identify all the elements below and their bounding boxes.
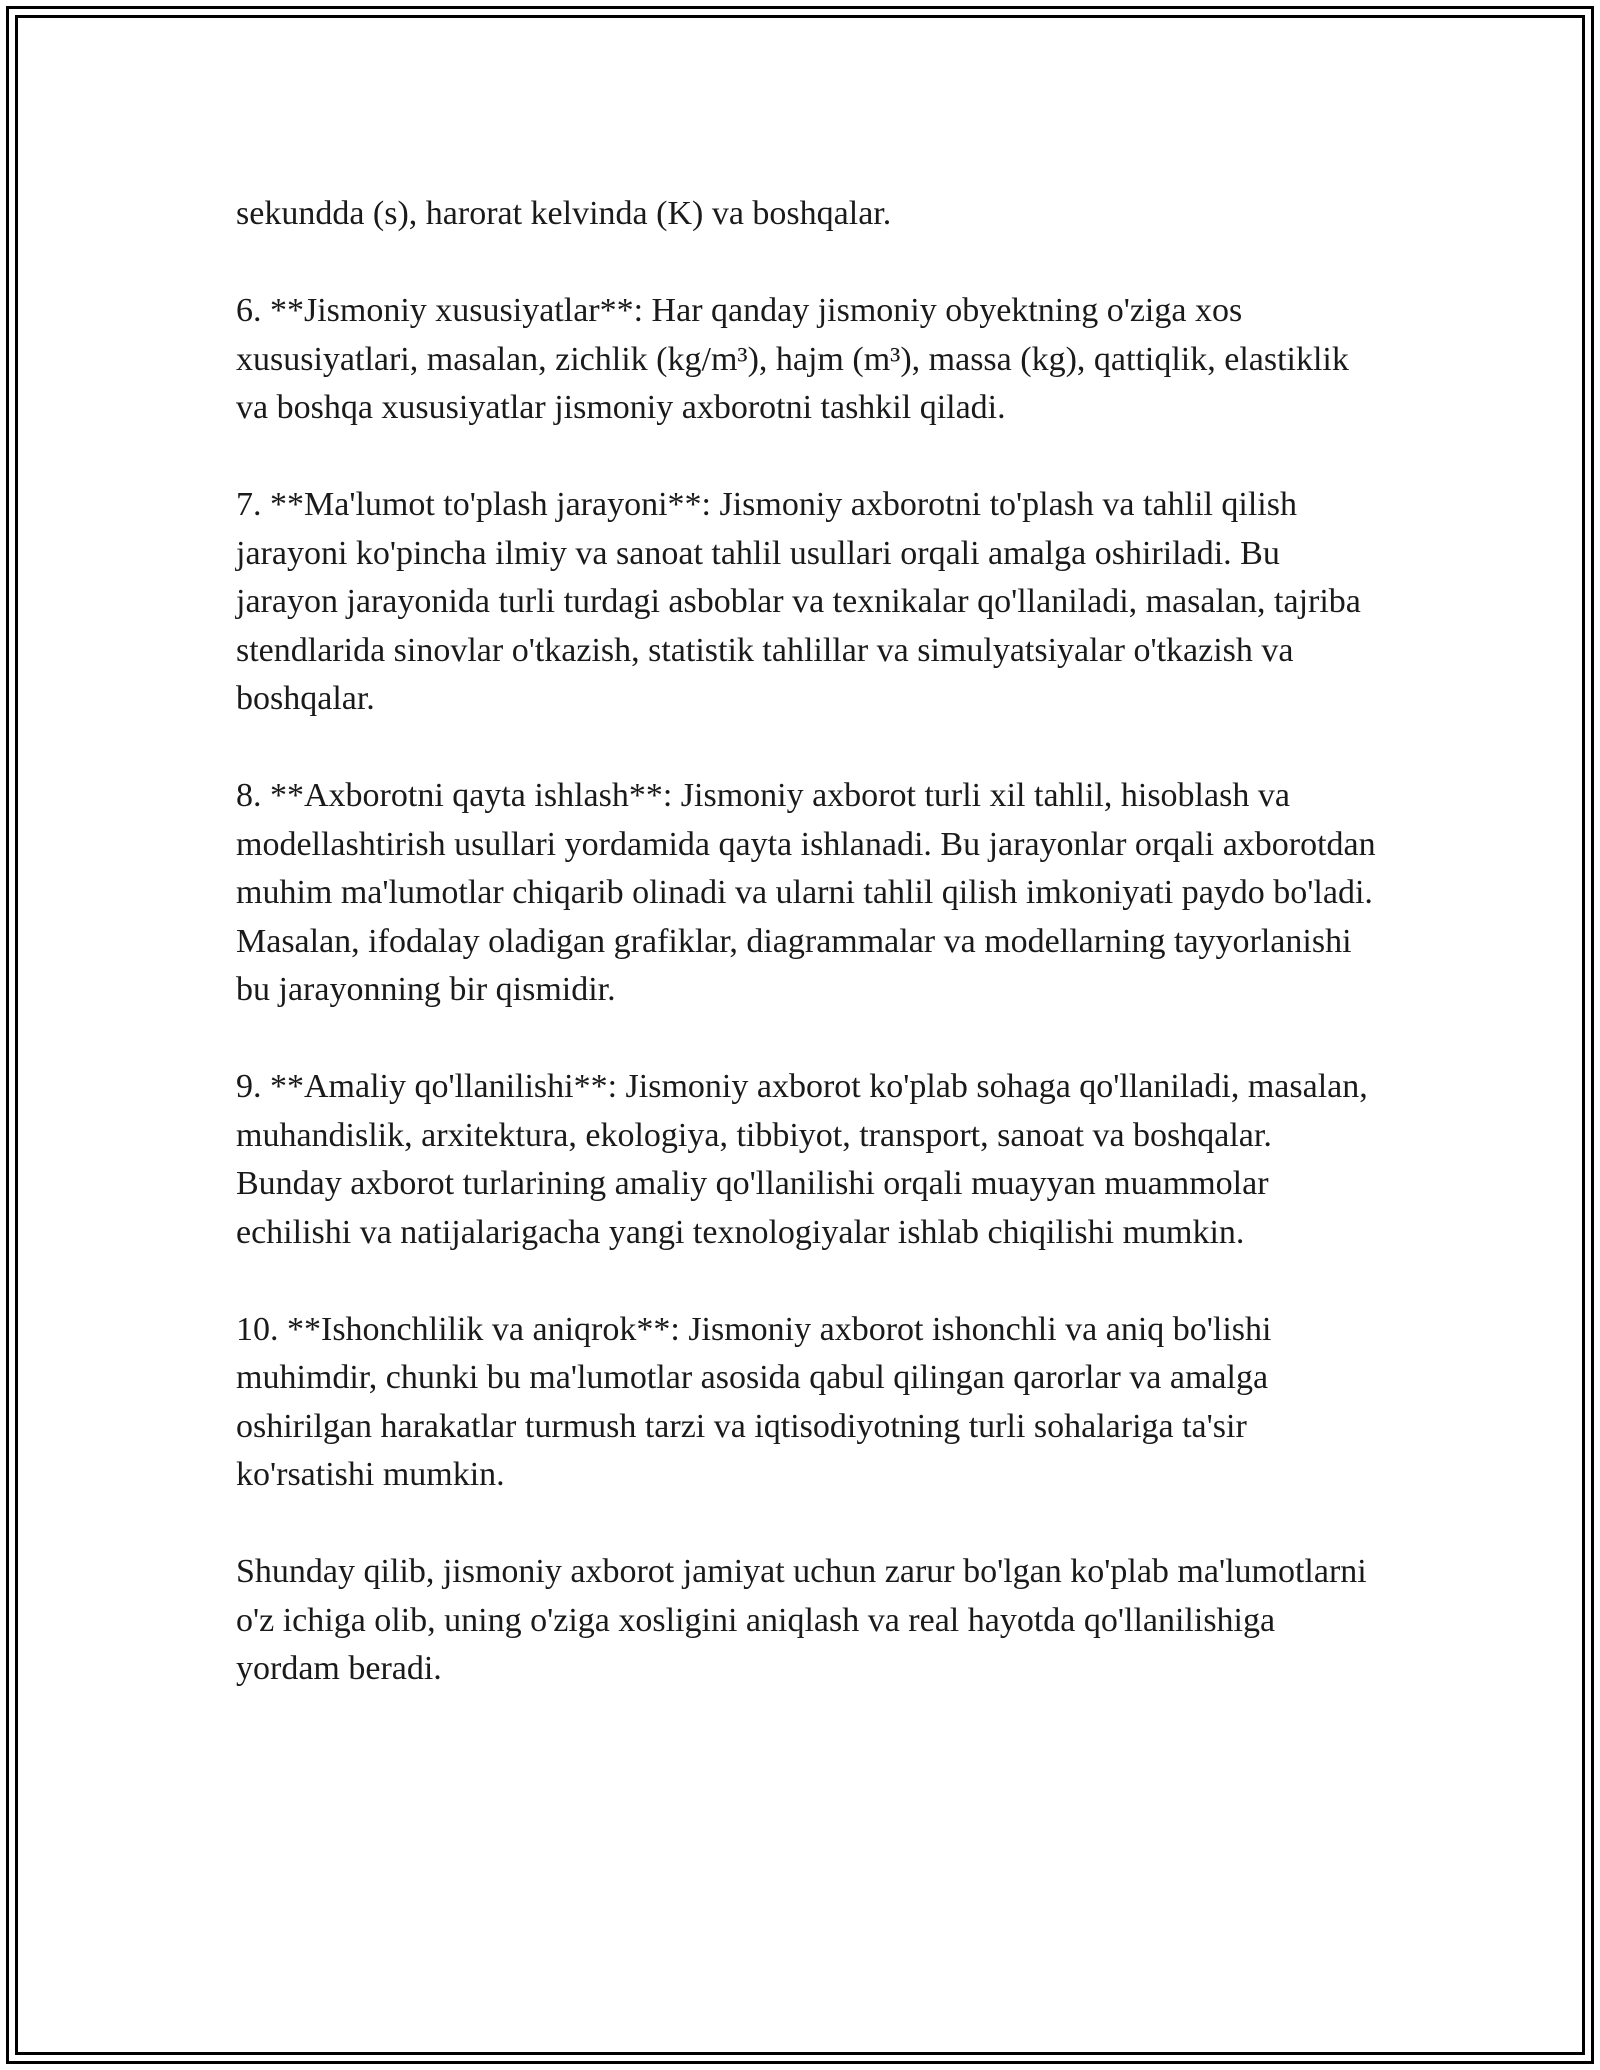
paragraph-conclusion: Shunday qilib, jismoniy axborot jamiyat uchun zarur bo'lgan ko'plab ma'lumotlarni o'z ichiga olib, uning o'ziga xosligini aniqlash va real hayotda qo'llanilishiga yordam beradi. xyxy=(236,1553,1367,1687)
document-body xyxy=(236,190,1376,1694)
paragraph-continuation: sekundda (s), harorat kelvinda (K) va boshqalar. xyxy=(236,195,892,232)
paragraph-item-8: 8. **Axborotni qayta ishlash**: Jismoniy axborot turli xil tahlil, hisoblash va modellashtirish usullari yordamida qayta ishlanadi. Bu jarayonlar orqali axborotdan muhim ma'lumotlar chiqarib olinadi va ularni tahlil qilish imkoniyati paydo bo'ladi. Masalan, ifodalay oladigan grafiklar, diagrammalar va modellarning tayyorlanishi bu jarayonning bir qismidir. xyxy=(236,777,1376,1008)
paragraph-item-6: 6. **Jismoniy xususiyatlar**: Har qanday jismoniy obyektning o'ziga xos xususiyatlari, masalan, zichlik (kg/m³), hajm (m³), massa (kg), qattiqlik, elastiklik va boshqa xususiyatlar jismoniy axborotni tashkil qiladi. xyxy=(236,292,1349,426)
paragraph-item-7: 7. **Ma'lumot to'plash jarayoni**: Jismoniy axborotni to'plash va tahlil qilish jarayoni ko'pincha ilmiy va sanoat tahlil usullari orqali amalga oshiriladi. Bu jarayon jarayonida turli turdagi asboblar va texnikalar qo'llaniladi, masalan, tajriba stendlarida sinovlar o'tkazish, statistik tahlillar va simulyatsiyalar o'tkazish va boshqalar. xyxy=(236,486,1361,717)
paragraph-item-10: 10. **Ishonchlilik va aniqrok**: Jismoniy axborot ishonchli va aniq bo'lishi muhimdir, chunki bu ma'lumotlar asosida qabul qilingan qarorlar va amalga oshirilgan harakatlar turmush tarzi va iqtisodiyotning turli sohalariga ta'sir ko'rsatishi mumkin. xyxy=(236,1310,1272,1493)
paragraph-item-9: 9. **Amaliy qo'llanilishi**: Jismoniy axborot ko'plab sohaga qo'llaniladi, masalan, muhandislik, arxitektura, ekologiya, tibbiyot, transport, sanoat va boshqalar. Bunday axborot turlarining amaliy qo'llanilishi orqali muayyan muammolar echilishi va natijalarigacha yangi texnologiyalar ishlab chiqilishi mumkin. xyxy=(236,1068,1368,1251)
